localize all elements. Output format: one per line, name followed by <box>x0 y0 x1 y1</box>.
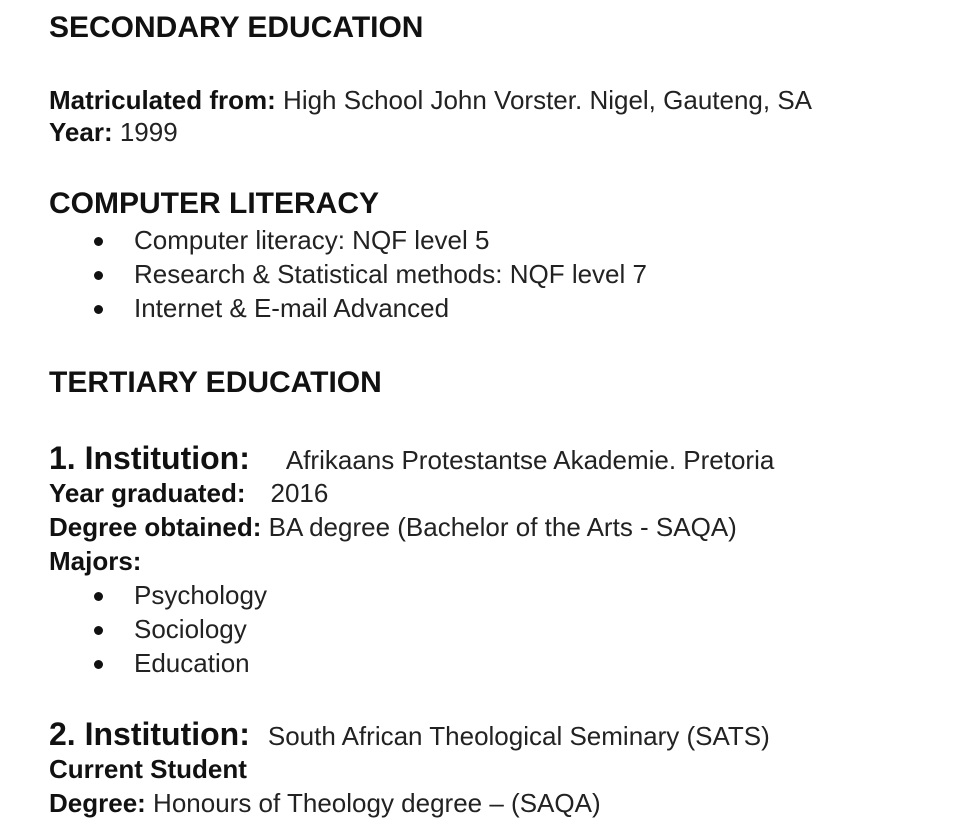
degree-label: Degree: <box>49 788 146 818</box>
list-item: Sociology <box>49 612 267 646</box>
tertiary-education-heading: TERTIARY EDUCATION <box>49 366 382 399</box>
bullet-icon <box>94 271 103 280</box>
year-label: Year: <box>49 117 113 147</box>
degree-value: Honours of Theology degree – (SAQA) <box>145 788 601 818</box>
majors-label: Majors: <box>49 546 142 576</box>
institution-1-line <box>49 440 774 478</box>
degree-line <box>49 787 601 819</box>
list-item: Computer literacy: NQF level 5 <box>49 223 647 257</box>
bullet-icon <box>94 237 103 246</box>
institution-1-label: 1. Institution: <box>49 440 250 476</box>
list-item: Internet & E-mail Advanced <box>49 291 647 325</box>
bullet-icon <box>94 592 103 601</box>
majors-list <box>49 578 267 680</box>
year-graduated-value: 2016 <box>270 478 329 508</box>
institution-2-value: South African Theological Seminary (SATS) <box>267 721 770 751</box>
list-item: Research & Statistical methods: NQF level 7 <box>49 257 647 291</box>
year-graduated-line <box>49 477 328 509</box>
matriculated-line <box>49 84 812 116</box>
computer-literacy-list <box>49 223 647 325</box>
matriculated-label: Matriculated from: <box>49 85 276 115</box>
secondary-education-heading: SECONDARY EDUCATION <box>49 11 424 44</box>
current-student-label: Current Student <box>49 754 247 784</box>
institution-2-line <box>49 716 770 754</box>
current-student-line <box>49 753 247 785</box>
institution-1-value: Afrikaans Protestantse Akademie. Pretoria <box>285 445 775 475</box>
list-item: Education <box>49 646 267 680</box>
degree-obtained-label: Degree obtained: <box>49 512 262 542</box>
institution-2-label: 2. Institution: <box>49 716 250 752</box>
bullet-icon <box>94 660 103 669</box>
list-item: Psychology <box>49 578 267 612</box>
year-line <box>49 116 178 148</box>
majors-line <box>49 545 141 577</box>
matriculated-value: High School John Vorster. Nigel, Gauteng, SA <box>275 85 813 115</box>
computer-literacy-heading: COMPUTER LITERACY <box>49 187 379 220</box>
degree-obtained-value: BA degree (Bachelor of the Arts - SAQA) <box>261 512 737 542</box>
year-value: 1999 <box>112 117 178 147</box>
bullet-icon <box>94 305 103 314</box>
year-graduated-label: Year graduated: <box>49 478 246 508</box>
bullet-icon <box>94 626 103 635</box>
degree-obtained-line <box>49 511 737 543</box>
